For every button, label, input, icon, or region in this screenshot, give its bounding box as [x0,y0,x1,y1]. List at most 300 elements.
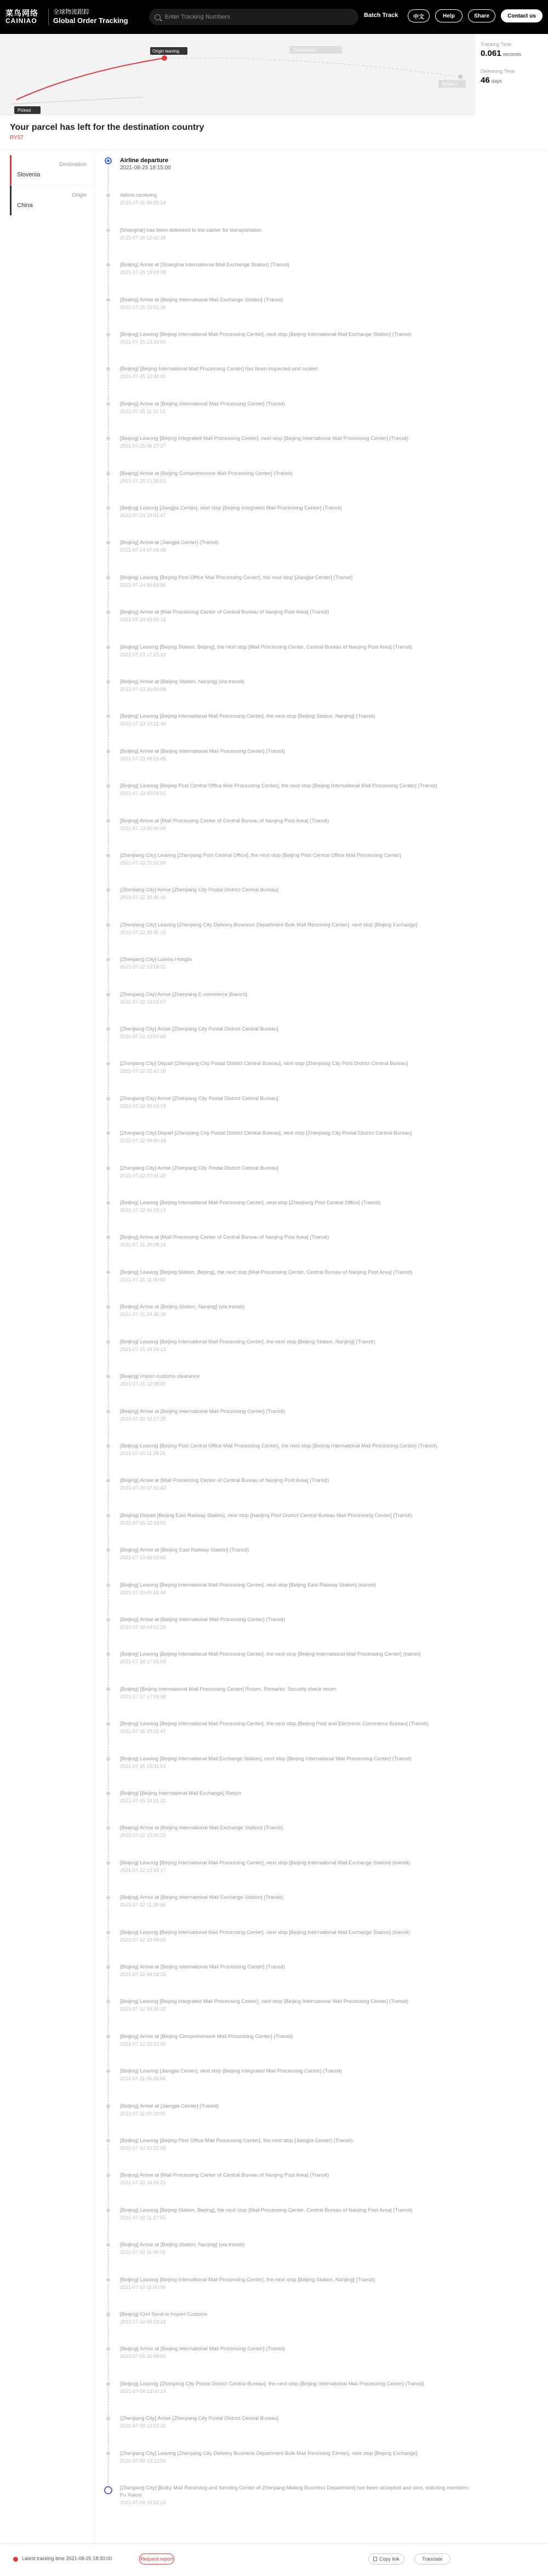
timeline-event [120,2380,471,2395]
event-time: 2021-07-29 19:09:08 [120,270,166,276]
subtitle-chinese: 全球物流跟踪 [53,9,89,16]
event-description: [Beijing] Leaving [Beijing Post Central Office Mail Processing Center], the next stop [Beijing International Mail Processing Center] (Transit) [120,1442,437,1449]
event-dot [106,888,110,892]
timeline-event [120,1894,471,1908]
event-description: [Beijing] Arrive at [Beijing International Mail Processing Center] (Transit) [120,1408,286,1415]
event-description: [Beijing] Leaving [Beijing International Mail Processing Center], the next stop [Beijing Station, Nanjing] (Transit) [120,713,375,720]
event-time: 2021-07-09 12:02:22 [120,2423,166,2429]
timeline-event [120,1964,471,1978]
event-time: 2021-07-22 07:51:20 [120,1172,166,1178]
timeline-event [120,2207,471,2221]
event-description: [Zhenjiang City] Depart [Zhenjiang City Postal District Central Bureau], next stop [Zhenjiang City Postal District Central Bureau] [120,1130,412,1137]
event-time: 2021-07-12 11:30:58 [120,1902,165,1908]
delivering-time-unit: days [491,78,502,84]
event-description: [Beijing] Arrive at [Beijing Station, Nanjing] (via transit) [120,679,245,685]
event-dot [106,1097,110,1101]
event-description: [Beijing] Arrive at [Beijing International Mail Processing Center] (Transit) [120,748,286,754]
timeline-event [120,400,471,415]
logo-chinese-text: 菜鸟网络 [5,8,38,18]
event-dot [106,1861,110,1865]
event-dot [106,1931,110,1934]
event-time: 2021-07-21 12:08:00 [120,1381,166,1387]
event-dot [106,2000,110,2003]
timeline-event [120,365,471,380]
event-description: [Beijing] Leaving [Beijing Integrated Mail Processing Center], next stop [Beijing International Mail Processing Center] (Transit) [120,436,409,442]
event-time: 2021-07-21 10:45:38 [120,1312,166,1318]
event-time: 2021-07-22 02:43:10 [120,1068,166,1074]
event-description: [Beijing] Arrive at [Beijing Station, Nanjing] (via transit) [120,2242,245,2248]
event-dot [106,1618,110,1622]
event-dot [106,1583,110,1587]
footer-bar [0,2543,548,2576]
event-dot [106,1305,110,1309]
status-title: Your parcel has left for the destination country [10,123,204,132]
event-description: [Beijing] Arrive at [Beijing International Mail Processing Center] (Transit) [120,400,286,407]
delivering-time-value: 46 [481,76,490,85]
event-time: 2021-07-22 10:57:00 [120,1034,166,1040]
event-description: [Beijing] Depart [Beijing East Railway Station], next stop [Nanjing Post District Central Bureau Mail Processing Center] (Transit) [120,1512,413,1519]
share-button[interactable]: Share [468,9,495,22]
event-description: [Zhenjiang City] Arrive [Zhenjiang City Postal District Central Bureau] [120,2415,278,2422]
timeline-event [120,1582,471,1596]
origin-label: Origin [72,192,87,198]
event-time: 2021-07-12 08:20:32 [120,2006,166,2012]
event-description: [Beijing] Leaving [Jiangjia Center], next stop [Beijing Integrated Mail Processing Center] (Transit) [120,505,342,512]
event-description: [Beijing] Import customs clearance [120,1373,200,1380]
timeline-event [120,1512,471,1526]
event-dot [106,610,110,614]
event-time: 2021-07-12 09:08:15 [120,1971,166,1977]
timeline-event [120,1130,471,1144]
event-dot [106,228,110,232]
event-time: 2021-07-22 00:40:18 [120,1138,166,1144]
event-time: 2021-07-20 11:28:26 [120,1450,165,1456]
delivering-time-label: Delivering Time [481,68,515,74]
event-dot [106,333,110,336]
event-time: 2021-07-25 06:27:37 [120,443,166,449]
route-remaining-path [164,58,460,77]
event-dot [106,1201,110,1205]
event-time: 2021-07-12 10:09:05 [120,1937,166,1943]
tracking-time-value: 0.061 [481,49,501,58]
timeline-event [120,1095,471,1109]
event-time: 2021-07-12 15:00:23 [120,1833,166,1839]
timeline-event [120,782,471,797]
event-description: [Beijing] Arrive at [Beijing International Mail Exchange Station] (Transit) [120,296,283,303]
event-dot [106,1548,110,1552]
event-description: [Beijing] Arrive at [Jiangjia Center] (Transit) [120,2103,219,2109]
event-time: 2021-07-15 10:21:31 [120,1798,166,1804]
event-dot [106,2173,110,2177]
event-description: [Beijing] Leaving [Beijing Station, Beijing], the next stop [Mail Processing Center, Central Bureau of Nanjing Post Area] (Transit) [120,1269,413,1275]
timeline-event [120,1720,471,1734]
event-time: 2021-07-10 11:00:09 [120,2284,165,2290]
timeline-event [120,2276,471,2291]
timeline-event [120,1338,471,1353]
translate-button[interactable]: Translate [414,2554,450,2564]
timeline-event [120,1165,471,1179]
event-time: 2021-07-09 13:00:14 [120,2388,166,2394]
cainiao-logo[interactable] [5,8,128,25]
event-description: [Zhenjiang City] Lamou Hongfa [120,957,192,963]
event-description: [Beijing] Arrive at [Mail Processing Center of Central Bureau of Nanjing Post Area] (Transit) [120,2172,329,2179]
timeline-event [120,956,471,970]
event-dot [106,2312,110,2316]
timeline-event [120,852,471,866]
current-label: Origin leaving [152,49,179,54]
event-description: [Beijing] Leaving [Beijing International Mail Exchange Station], next stop [Beijing International Mail Processing Center] (Transit) [120,1755,412,1762]
event-time: 2021-07-21 20:08:19 [120,1242,166,1248]
event-time: 2021-07-15 15:31:54 [120,1763,166,1769]
event-time: 2021-07-25 01:35:52 [120,478,166,484]
event-dot [106,2069,110,2073]
timeline-event [120,470,471,484]
destination-marker [458,75,463,79]
timeline-event [120,227,471,241]
event-time: 2021-07-20 10:17:25 [120,1416,166,1422]
route-sidebar [0,150,96,2560]
event-dot [106,680,110,684]
event-description: [Beijing] Arrive at [Mail Processing Center of Central Bureau of Nanjing Post Area] (Transit) [120,609,329,616]
event-dot [106,2347,110,2351]
event-time: 2021-07-11 06:26:54 [120,2076,165,2082]
event-time: 2021-07-12 02:23:49 [120,2041,166,2047]
event-description: [Beijing] Leaving [Beijing Post Central Office Mail Processing Center], the next stop [Beijing International Mail Processing Center] (Transit) [120,783,437,789]
event-time: 2021-07-09 16:09:50 [120,2354,166,2360]
timeline-event [120,1408,471,1422]
event-dot [106,2243,110,2247]
latest-tracking-time: Latest tracking time 2021-08-25 18:30:00 [22,2556,112,2561]
route-progress-path [16,58,164,100]
event-description: [Beijing] Arrive at [Beijing International Mail Processing Center] (Transit) [120,1616,286,1623]
timeline-event [120,1998,471,2012]
tracking-time-unit: seconds [503,51,522,57]
event-time: 2021-07-23 08:56:05 [120,755,166,762]
request-report-button[interactable]: Request report [139,2554,174,2564]
event-time: 2021-07-25 12:48:02 [120,374,166,380]
timeline-event [120,1651,471,1665]
event-time: 2021-07-20 07:51:42 [120,1485,166,1491]
timeline-event [120,817,471,832]
event-description: [Beijing] Arrive at [Mail Processing Center of Central Bureau of Nanjing Post Area] (Transit) [120,1234,329,1241]
event-description: [Zhenjiang City] Arrive [Zhenjiang City Postal District Central Bureau] [120,887,278,894]
event-time: 2021-07-24 07:04:08 [120,547,166,553]
event-description: [Beijing] Leaving [Beijing International Mail Processing Center], the next stop [Beijing International Mail Processing Center] (transit) [120,1651,421,1658]
event-time: 2021-07-21 10:29:13 [120,1346,166,1352]
timeline-event [120,1790,471,1804]
subtitle-english: Global Order Tracking [53,16,128,25]
event-dot [106,298,110,302]
timeline-event [120,2311,471,2325]
event-description: [Zhenjiang City] Leaving [Zhenjiang Post Central Office], the next stop [Beijing Post Central Office Mail Processing Center] [120,852,401,859]
event-time: 2021-07-22 00:04:19 [120,1103,166,1109]
timeline-event [120,261,471,276]
event-dot [106,784,110,788]
search-input[interactable] [149,9,358,25]
event-description: [Beijing] Leaving [Zhenjiang City Postal District Central Bureau], the next stop [Beijing International Mail Processing Center] (Transit) [120,2380,425,2387]
event-time: 2021-07-18 17:55:03 [120,1659,166,1665]
event-dot [106,1687,110,1691]
event-dot [106,1826,110,1830]
event-time: 2021-07-23 10:21:46 [120,721,166,727]
event-description: [Beijing] Arrive at [Mail Processing Center of Central Bureau of Nanjing Post Area] (Transit) [120,817,329,824]
event-dot [106,1270,110,1274]
event-description: [Beijing] Leaving [Beijing International Mail Processing Center], the next stop [Beijing Station, Nanjing] (Transit) [120,2276,375,2283]
event-dot [106,193,110,197]
event-description: [Beijing] Arrive at [Beijing International Mail Processing Center] (Transit) [120,2346,286,2352]
timeline-event [120,1824,471,1839]
timeline-event [120,435,471,449]
event-description: [Zhenjiang City] Leaving [Zhenjiang City Delivery Business Department Bulk Mail Receiving Center], next stop [Beijing Exchange] [120,921,418,928]
event-dot [106,2382,110,2386]
timeline-event [120,991,471,1005]
event-description: [Beijing] Arrive at [Beijing East Railway Station] (Transit) [120,1547,249,1554]
event-time: 2021-07-21 11:00:00 [120,1276,165,1283]
delivery-label: Delivery [442,82,458,87]
timeline-event [120,1686,471,1700]
event-description: [Beijing] Leaving [Beijing International Mail Processing Center], next stop [Beijing East Railway Station] (transit) [120,1582,376,1588]
event-description: [Beijing] Leaving [Beijing Post Office Mail Processing Center], the next stop [Jiangjia Center] (Transit) [120,2137,353,2144]
timeline-event [120,2241,471,2256]
event-description: [Zhenjiang City] Arrive [Zhenjiang City Postal District Central Bureau] [120,1165,278,1171]
event-time: 2021-07-30 12:42:15 [120,234,166,241]
timeline-event [120,2172,471,2186]
timeline-event [120,1199,471,1213]
event-description: Airline departure [120,157,169,164]
event-time: 2021-07-10 23:22:05 [120,2145,166,2151]
origin-row[interactable] [10,186,92,215]
event-dot [106,1791,110,1795]
route-box [10,155,92,215]
logo-divider [48,9,49,25]
event-time: 2021-07-09 10:12:23 [120,2500,166,2505]
event-description: [Beijing] Leaving [Beijing Integrated Mail Processing Center], next stop [Beijing International Mail Processing Center] (Transit) [120,1999,409,2005]
event-time: 2021-07-25 13:33:04 [120,339,166,345]
timeline-event [120,2415,471,2429]
batch-track-link[interactable]: Batch Track [364,12,398,19]
event-dot [106,923,110,927]
event-description: [Zhenjiang City] Arrive [Zhenjiang City Postal District Central Bureau] [120,1095,278,1102]
event-dot [106,2104,110,2108]
event-dot [106,437,110,440]
event-description: [Shanghai] has been delivered to the carrier for transportation [120,227,262,233]
destination-label: Destination [59,162,87,168]
tracking-info-card [475,34,548,115]
event-description: [Beijing] Leaving [Beijing International Mail Processing Center], the next stop [Beijing Station, Nanjing] (Transit) [120,1338,375,1345]
event-time: 2021-07-17 17:05:58 [120,1693,166,1699]
event-time: 2021-07-19 06:53:55 [120,1555,166,1561]
event-dot [106,1235,110,1239]
timeline-event [120,2068,471,2082]
event-dot [106,1722,110,1726]
event-dot [106,1757,110,1761]
event-time: 2021-07-19 05:26:44 [120,1589,166,1595]
event-dot [106,1896,110,1899]
event-dot [106,993,110,997]
event-dot [106,819,110,823]
event-description: [Beijing] Leaving [Beijing International Mail Processing Center], next stop [Beijing International Mail Exchange Station] (Transit) [120,331,412,337]
event-time: 2021-07-22 13:51:07 [120,999,166,1005]
event-dot [106,1027,110,1031]
event-dot [106,506,110,510]
destination-country: Slovenia [17,171,41,178]
event-dot [106,749,110,753]
tracking-timeline [96,150,548,2560]
event-description: [Zhenjiang City] Arrive [Zhenjiang City Postal District Central Bureau] [120,1026,278,1033]
timeline-event [120,1060,471,1074]
event-description: [Beijing] Civil Send to Import Customs [120,2311,208,2317]
timeline-event [120,574,471,588]
timeline-event [120,2137,471,2151]
timeline-event [120,1755,471,1770]
event-time: 2021-07-23 16:59:58 [120,686,166,692]
event-time: 2021-07-10 16:55:21 [120,2180,166,2186]
origin-country: China [17,202,33,209]
timeline-event [120,2485,471,2506]
event-description: [Beijing] [Beijing International Mail Processing Center] has been inspected and sealed [120,366,318,373]
tracking-time-label: Tracking Time [481,42,512,47]
logo-english-text: CAINIAO [5,17,37,25]
event-description: [Beijing] Arrive at [Beijing International Mail Exchange Station] (Transit) [120,1825,283,1831]
event-dot [106,1375,110,1378]
event-time: 2021-07-09 13:22:04 [120,2458,166,2464]
event-dot [106,645,110,649]
event-time: 2021-07-10 11:17:55 [120,2214,165,2220]
help-button[interactable]: Help [435,9,463,22]
event-time: 2021-07-24 05:59:56 [120,582,166,588]
timeline-event [120,713,471,727]
event-dot [106,714,110,718]
event-time: 2021-08-25 18:15:00 [120,165,171,171]
event-dot [106,1131,110,1135]
tracking-main [0,149,548,2560]
copy-link-button[interactable] [368,2554,404,2564]
event-description: [Beijing] Leaving [Beijing Post Office Mail Processing Center], the next stop [Jiangjia Center] (Transit) [120,574,353,581]
event-dot [106,2278,110,2282]
event-description: [Beijing] Arrive at [Shanghai International Mail Exchange Station] (Transit) [120,262,290,268]
timeline-event [120,1303,471,1318]
route-map-canvas [0,34,475,115]
dest-label: Destination [294,48,316,53]
search-placeholder: Enter Tracking Numbers [165,14,230,20]
status-dot-icon [13,2557,18,2562]
event-time: 2021-07-22 00:18:13 [120,1207,166,1213]
event-description: [Zhenjiang City] Depart [Zhenjiang City Postal District Central Bureau], next stop [Zhenjiang City Post District Central Bureau] [120,1061,408,1067]
timeline-event [120,2450,471,2464]
event-description: [Beijing] [Beijing International Mail Processing Center] Return, Remarks: Security check return [120,1686,336,1692]
timeline-event [120,192,471,206]
event-time: 2021-07-10 09:03:24 [120,2319,166,2325]
event-description: [Beijing] Arrive at [Beijing International Mail Processing Center] (Transit) [120,1964,286,1970]
timeline-event [120,1616,471,1630]
event-time: 2021-07-10 11:09:01 [120,2249,165,2256]
event-time: 2021-07-25 11:11:13 [120,408,165,414]
event-time: 2021-07-24 03:59:12 [120,617,166,623]
tracking-number: RY57 [10,135,24,141]
event-description: [Beijing] Leaving [Beijing Station, Beijing], the next stop [Mail Processing Center, Central Bureau of Nanjing Post Area] (Transit) [120,644,413,650]
event-description: [Zhenjiang City] Leaving [Zhenjiang City Delivery Business Department Bulk Mail Receiving Center], next stop [Beijing Exchange] [120,2450,418,2457]
contact-us-button[interactable]: Contact us [501,9,543,22]
event-dot [106,958,110,961]
timeline-event [120,1026,471,1040]
event-time: 2021-07-23 17:15:10 [120,651,166,657]
timeline-event [120,678,471,692]
status-section [0,115,548,149]
current-event-marker [105,157,112,164]
event-description: [Beijing] Leaving [Beijing International Mail Processing Center], the next stop [Beijing Post and Electronic Commerce Bureau] (Transit) [120,1721,429,1727]
event-description: [Beijing] Leaving [Beijing International Mail Processing Center], next stop [Zhenjiang Post Central Office] (Transit) [120,1200,381,1206]
event-time: 2021-07-12 13:53:17 [120,1867,166,1873]
timeline-event [120,748,471,762]
timeline-event [120,2033,471,2047]
top-bar [0,0,548,34]
timeline-event [120,1234,471,1248]
event-time: 2021-07-24 20:41:47 [120,513,166,519]
event-dot [106,576,110,580]
route-track-base [11,97,142,104]
event-description: [Beijing] Leaving [Beijing International Mail Processing Center], next stop [Beijing International Mail Exchange Station] (transit) [120,1859,410,1866]
event-dot [106,1514,110,1518]
event-time: 2021-07-31 06:26:24 [120,200,166,206]
event-description: [Beijing] Arrive at [Beijing Comprehensive Mail Processing Center] (Transit) [120,470,293,477]
timeline-event [120,2103,471,2117]
event-dot [106,1410,110,1413]
timeline-event [120,1859,471,1874]
timeline-event [120,1547,471,1561]
event-dot [106,2417,110,2420]
timeline-event [120,1442,471,1457]
event-time: 2021-07-11 00:20:05 [120,2110,165,2116]
event-description: [Beijing] Leaving [Beijing Station, Beijing], the next stop [Mail Processing Center, Central Bureau of Nanjing Post Area] (Transit) [120,2207,413,2213]
event-dot [106,402,110,406]
event-time: 2021-07-23 05:09:52 [120,791,166,797]
timeline-event [120,157,471,171]
event-time: 2021-07-25 15:51:06 [120,304,166,310]
event-dot [106,2208,110,2212]
event-dot [106,1444,110,1448]
event-dot [106,854,110,857]
event-time: 2021-07-22 22:02:09 [120,860,166,866]
event-dot [106,2035,110,2039]
event-description: Airline receiving [120,192,157,199]
timeline-event [120,2345,471,2360]
timeline-event [120,505,471,519]
event-time: 2021-07-22 13:58:01 [120,964,166,970]
event-dot [106,1479,110,1482]
event-description: [Beijing] Arrive at [Beijing International Mail Exchange Station] (Transit) [120,1894,283,1901]
timeline-event [120,1373,471,1387]
event-time: 2021-07-18 04:02:25 [120,1624,166,1630]
destination-row[interactable] [10,155,92,186]
copy-icon [373,2557,377,2561]
current-position-marker [162,55,167,61]
timeline-event [120,331,471,345]
language-button[interactable]: 中文 [408,9,430,22]
timeline-event [120,644,471,658]
timeline-event [120,921,471,936]
event-description: [Beijing] Leaving [Jiangjia Center], next stop [Beijing Integrated Mail Processing Center] (Transit) [120,2068,342,2075]
event-dot [106,541,110,545]
event-time: 2021-07-22 20:46:10 [120,895,166,901]
timeline-event [120,1269,471,1283]
timeline-event [120,1929,471,1943]
event-dot [104,2486,112,2494]
event-dot [106,472,110,476]
event-description: [Zhenjiang City] [Bulky Mail Receiving and Sending Center of Zhenjiang Mailing Business Department] has been accepted and sent, soliciting members: Fu Xiaoxi [120,2485,470,2498]
event-time: 2021-07-19 22:33:55 [120,1520,166,1526]
timeline-event [120,1477,471,1491]
event-description: [Beijing] Leaving [Beijing International Mail Processing Center], next stop [Beijing International Mail Exchange Station] (transit) [120,1929,410,1936]
